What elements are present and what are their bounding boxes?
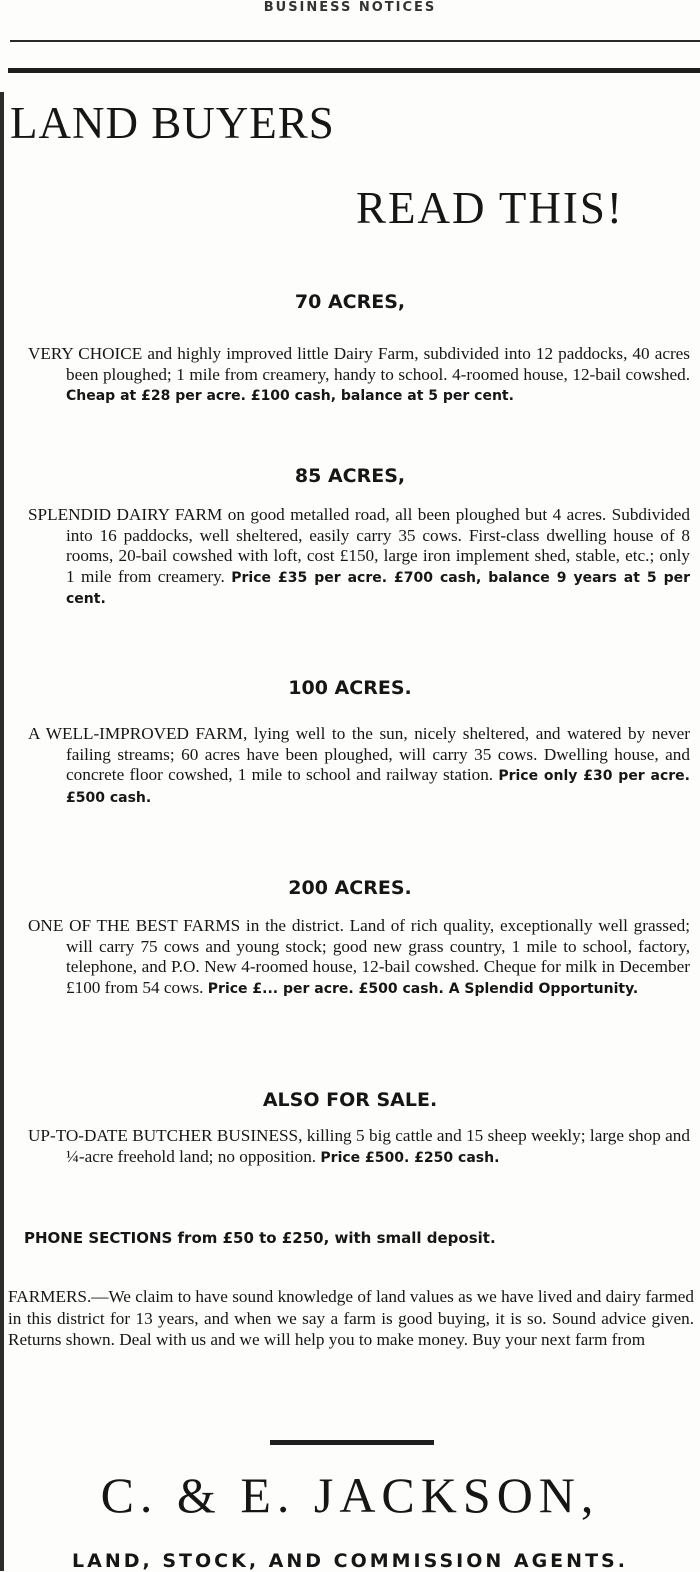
listing-text bbox=[28, 916, 690, 999]
also-for-sale-heading: ALSO FOR SALE. bbox=[262, 1089, 438, 1111]
listing-text bbox=[28, 505, 690, 610]
listing-heading: 100 ACRES. bbox=[288, 677, 412, 699]
listing-description: VERY CHOICE and highly improved little Dairy Farm, subdivided into 12 paddocks, 40 acres been ploughed; 1 mile from creamery, handy to school. 4-roomed house, 12-bail cowshed. bbox=[28, 344, 690, 384]
listing-description: A WELL-IMPROVED FARM, lying well to the sun, nicely sheltered, and watered by never failing streams; 60 acres have been ploughed, will carry 35 cows. Dwelling house, and concrete floor cowshed, 1 mile to school and railway station. bbox=[28, 724, 690, 785]
header-rule bbox=[8, 68, 700, 73]
headline-read-this: READ THIS! bbox=[356, 183, 624, 233]
listing-heading: 70 ACRES, bbox=[294, 291, 406, 313]
listing-price: Price only £30 per acre. £500 cash. bbox=[66, 768, 690, 806]
farmers-paragraph: FARMERS.—We claim to have sound knowledge of land values as we have lived and dairy farmed in this district for 13 years, and when we say a farm is good buying, it is so. Sound advice given. Returns shown. Deal with us and we will help you to make money. Buy your next farm from bbox=[8, 1287, 694, 1349]
butcher-description: UP-TO-DATE BUTCHER BUSINESS, killing 5 big cattle and 15 sheep weekly; large shop and ¼-acre freehold land; no opposition. bbox=[28, 1126, 690, 1166]
listing-price: Price £... per acre. £500 cash. A Splendid Opportunity. bbox=[207, 980, 639, 997]
phone-sections-line: PHONE SECTIONS from £50 to £250, with small deposit. bbox=[24, 1229, 496, 1247]
butcher-price: Price £500. £250 cash. bbox=[320, 1149, 500, 1166]
top-rule bbox=[10, 40, 700, 42]
listing-text bbox=[28, 724, 690, 808]
listing-description: ONE OF THE BEST FARMS in the district. Land of rich quality, exceptionally well grassed; will carry 75 cows and young stock; good new grass country, 1 mile to school, factory, telephone, and P.O. New 4-roomed house, 12-bail cowshed. Cheque for milk in December £100 from 54 cows. bbox=[28, 916, 690, 997]
signature-rule bbox=[270, 1440, 434, 1445]
listing-price: Price £35 per acre. £700 cash, balance 9 years at 5 per cent. bbox=[66, 569, 691, 608]
listing-heading: 200 ACRES. bbox=[288, 877, 412, 899]
listing-price: Cheap at £28 per acre. £100 cash, balance at 5 per cent. bbox=[66, 388, 514, 405]
listing-text bbox=[28, 344, 690, 407]
headline-land-buyers: LAND BUYERS bbox=[10, 98, 335, 148]
listing-heading: 85 ACRES, bbox=[294, 465, 406, 487]
advertiser-tagline: LAND, STOCK, AND COMMISSION AGENTS. bbox=[72, 1550, 628, 1572]
masthead: BUSINESS NOTICES bbox=[263, 0, 437, 15]
advertiser-name: C. & E. JACKSON, bbox=[100, 1467, 600, 1523]
listing-description: SPLENDID DAIRY FARM on good metalled road, all been ploughed but 4 acres. Subdivided into 16 paddocks, well sheltered, easily carry 35 cows. First-class dwelling house of 8 rooms, 20-bail cowshed with loft, cost £150, large iron implement shed, stable, etc.; only 1 mile from creamery. bbox=[28, 505, 690, 586]
butcher-listing-text bbox=[28, 1126, 690, 1168]
